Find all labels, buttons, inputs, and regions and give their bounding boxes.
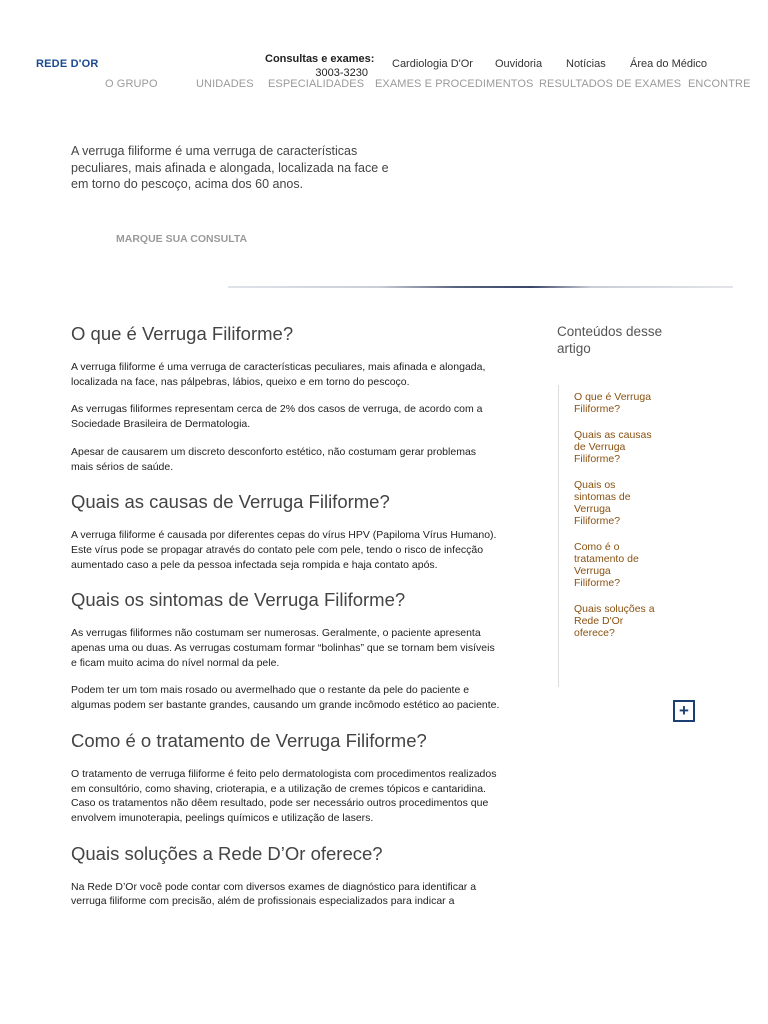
logo[interactable]: REDE D'OR — [36, 58, 99, 70]
nav-especialidades[interactable]: ESPECIALIDADES — [268, 78, 365, 90]
toc-divider — [558, 385, 559, 687]
nav-unidades[interactable]: UNIDADES — [196, 78, 254, 90]
paragraph: Podem ter um tom mais rosado ou avermelhado que o restante da pele do paciente e algumas podem ser bastante grandes, causando um grande incômodo estético ao paciente. — [71, 684, 500, 712]
section-what-is — [71, 322, 501, 474]
expand-plus-icon[interactable]: + — [673, 700, 695, 722]
main-nav — [0, 70, 751, 94]
hero-intro: A verruga filiforme é uma verruga de características peculiares, mais afinada e alongada, localizada na face e em torno do pescoço, acima dos 60 anos. — [71, 144, 389, 191]
section-heading: Quais as causas de Verruga Filiforme? — [71, 491, 390, 513]
paragraph: A verruga filiforme é causada por diferentes cepas do vírus HPV (Papiloma Vírus Humano). Este vírus pode se propagar através do contato pele com pele, tendo o risco de infecção aumentado caso a pele da pessoa infectada seja rompida e haja contato após. — [71, 529, 497, 571]
nav-resultados-exames[interactable]: RESULTADOS DE EXAMES — [539, 78, 682, 90]
section-heading: Como é o tratamento de Verruga Filiforme? — [71, 729, 427, 751]
hero-image-strip — [228, 286, 733, 288]
toc-link-solutions[interactable]: Quais soluções a Rede D'Or oferece? — [574, 603, 655, 639]
consultation-label: Consultas e exames: — [265, 53, 375, 65]
section-heading: Quais soluções a Rede D’Or oferece? — [71, 842, 383, 864]
toplink-noticias[interactable]: Notícias — [566, 58, 606, 70]
table-of-contents — [574, 391, 659, 653]
section-symptoms — [71, 588, 501, 713]
toplink-cardiologia[interactable]: Cardiologia D'Or — [392, 58, 473, 70]
toc-link-symptoms[interactable]: Quais os sintomas de Verruga Filiforme? — [574, 479, 631, 527]
nav-o-grupo[interactable]: O GRUPO — [105, 78, 158, 90]
toc-link-what-is[interactable]: O que é Verruga Filiforme? — [574, 391, 652, 415]
nav-encontre[interactable]: ENCONTRE — [688, 78, 751, 90]
toc-title: Conteúdos desse artigo — [557, 324, 663, 356]
toplink-ouvidoria[interactable]: Ouvidoria — [495, 58, 543, 70]
consultation-phone-number[interactable]: 3003-3230 — [315, 67, 368, 79]
section-causes — [71, 490, 501, 572]
paragraph: A verruga filiforme é uma verruga de características peculiares, mais afinada e alongada, localizada na face, nas pálpebras, lábios, queixo e em torno do pescoço. — [71, 361, 486, 388]
paragraph: O tratamento de verruga filiforme é feito pelo dermatologista com procedimentos realizados em consultório, como shaving, crioterapia, e a utilização de cremes tópicos e cantaridina. Caso os tratamentos não dêem resultado, pode ser necessário outros procedimentos que envolvem imunoterapia, peelings químicos e utilização de lasers. — [71, 767, 497, 824]
paragraph: As verrugas filiformes representam cerca de 2% dos casos de verruga, de acordo com a Sociedade Brasileira de Dermatologia. — [71, 403, 483, 431]
toc-link-causes[interactable]: Quais as causas de Verruga Filiforme? — [574, 429, 652, 465]
paragraph: Apesar de causarem um discreto desconforto estético, não costumam gerar problemas mais sérios de saúde. — [71, 445, 477, 473]
article-body — [71, 322, 501, 925]
paragraph: As verrugas filiformes não costumam ser numerosas. Geralmente, o paciente apresenta apenas uma ou duas. As verrugas costumam formar “bolinhas” que se tornam bem visíveis e ficam muito acima do nível normal da pele. — [71, 627, 495, 669]
schedule-consultation-button[interactable]: MARQUE SUA CONSULTA — [116, 233, 248, 245]
section-solutions — [71, 842, 501, 909]
section-treatment — [71, 729, 501, 826]
toc-link-treatment[interactable]: Como é o tratamento de Verruga Filiforme? — [574, 541, 639, 589]
toplink-area-medico[interactable]: Área do Médico — [630, 58, 708, 70]
nav-exames-procedimentos[interactable]: EXAMES E PROCEDIMENTOS — [375, 78, 534, 90]
section-heading: Quais os sintomas de Verruga Filiforme? — [71, 589, 406, 611]
section-heading: O que é Verruga Filiforme? — [71, 323, 294, 344]
paragraph: Na Rede D’Or você pode contar com diversos exames de diagnóstico para identificar a verruga filiforme com precisão, além de profissionais especializados para indicar a — [71, 880, 477, 908]
